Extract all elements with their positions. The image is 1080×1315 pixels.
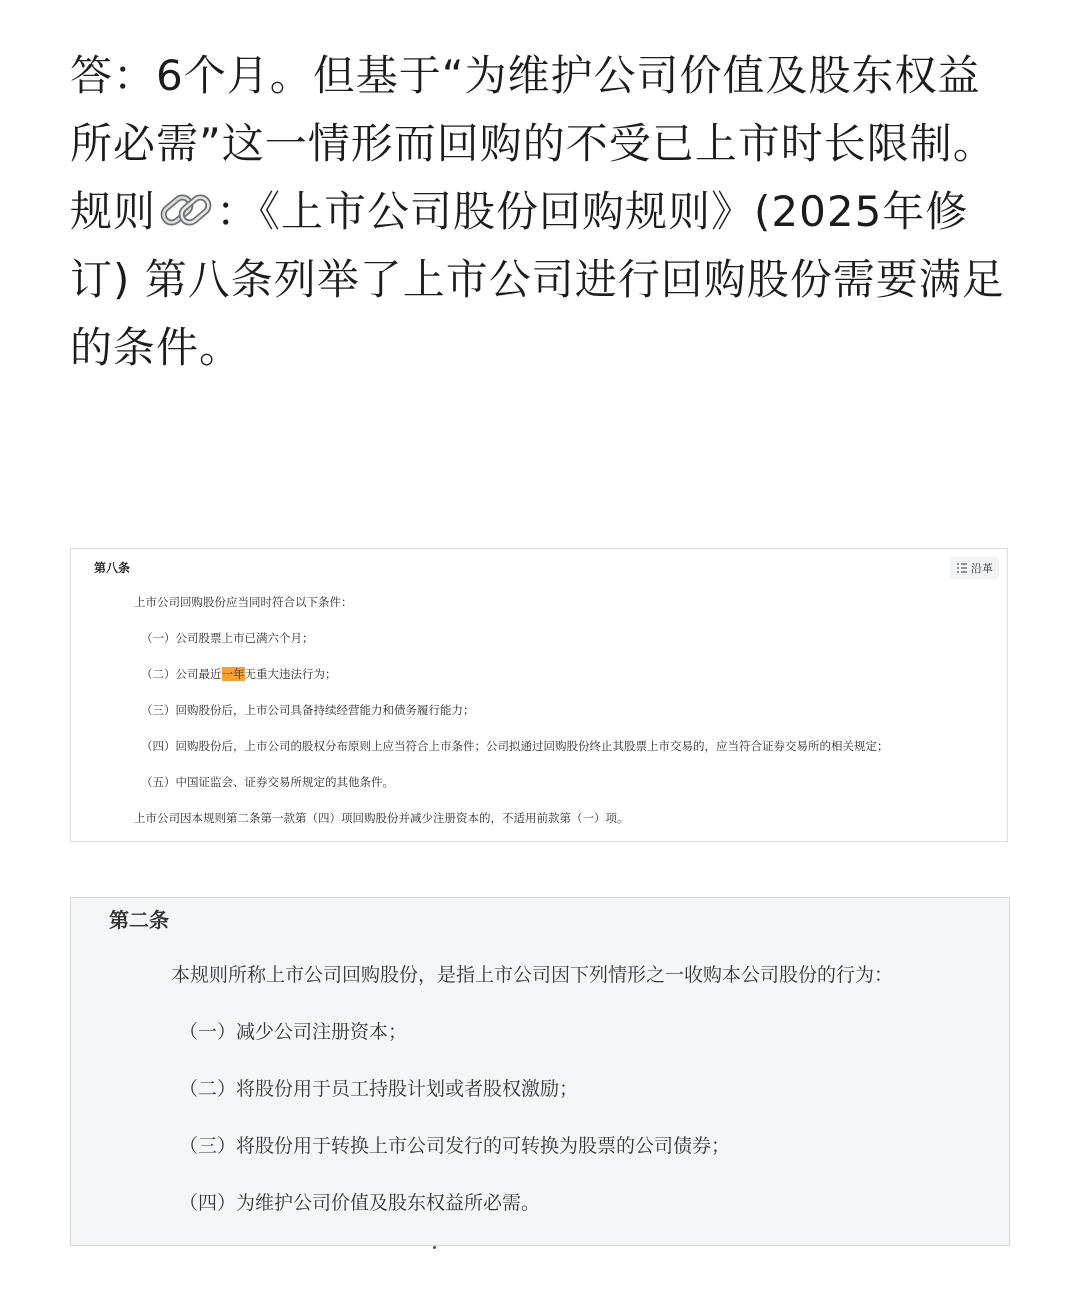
article-8-item-2 <box>141 666 337 682</box>
answer-text-block <box>70 42 1010 382</box>
rule-text: ：《上市公司股份回购规则》(2025年修订) 第八条列举了上市公司进行回购股份需要满足的条件。 <box>70 187 1005 372</box>
article-2-intro: 本规则所称上市公司回购股份，是指上市公司因下列情形之一收购本公司股份的行为： <box>171 964 894 986</box>
article-8-card <box>70 548 1008 842</box>
article-8-item-4: （四）回购股份后，上市公司的股权分布原则上应当符合上市条件；公司拟通过回购股份终止其股票上市交易的，应当符合证券交易所的相关规定； <box>141 739 889 753</box>
article-8-intro: 上市公司回购股份应当同时符合以下条件： <box>134 595 353 609</box>
article-8-item-5: （五）中国证监会、证券交易所规定的其他条件。 <box>141 775 394 789</box>
article-2-item-1: （一）减少公司注册资本； <box>179 1021 408 1043</box>
article-2-item-2: （二）将股份用于员工持股计划或者股权激励； <box>179 1078 579 1100</box>
history-list-icon <box>956 562 968 574</box>
article-2-title: 第二条 <box>109 908 169 932</box>
rule-paragraph <box>70 178 1010 382</box>
article-8-title: 第八条 <box>94 561 131 575</box>
history-label: 沿革 <box>971 562 993 575</box>
article-8-item-1: （一）公司股票上市已满六个月； <box>141 631 314 645</box>
decorative-dot <box>433 1246 436 1249</box>
article-8-note: 上市公司因本规则第二条第一款第（四）项回购股份并减少注册资本的，不适用前款第（一）项。 <box>134 811 629 825</box>
history-button[interactable] <box>950 557 999 579</box>
article-2-item-4: （四）为维护公司价值及股东权益所必需。 <box>179 1192 541 1214</box>
article-2-item-3: （三）将股份用于转换上市公司发行的可转换为股票的公司债券； <box>179 1135 731 1157</box>
rule-prefix: 规则 <box>70 187 157 236</box>
link-icon <box>156 186 216 234</box>
article-8-item-3: （三）回购股份后，上市公司具备持续经营能力和债务履行能力； <box>141 703 475 717</box>
article-2-card <box>70 897 1010 1246</box>
article-8-item-2-after: 无重大违法行为； <box>244 667 337 681</box>
highlight-term: 一年 <box>221 667 245 681</box>
article-8-item-2-before: （二）公司最近 <box>141 667 222 681</box>
answer-paragraph: 答：6个月。但基于“为维护公司价值及股东权益所必需”这一情形而回购的不受已上市时长限制。 <box>70 51 996 168</box>
